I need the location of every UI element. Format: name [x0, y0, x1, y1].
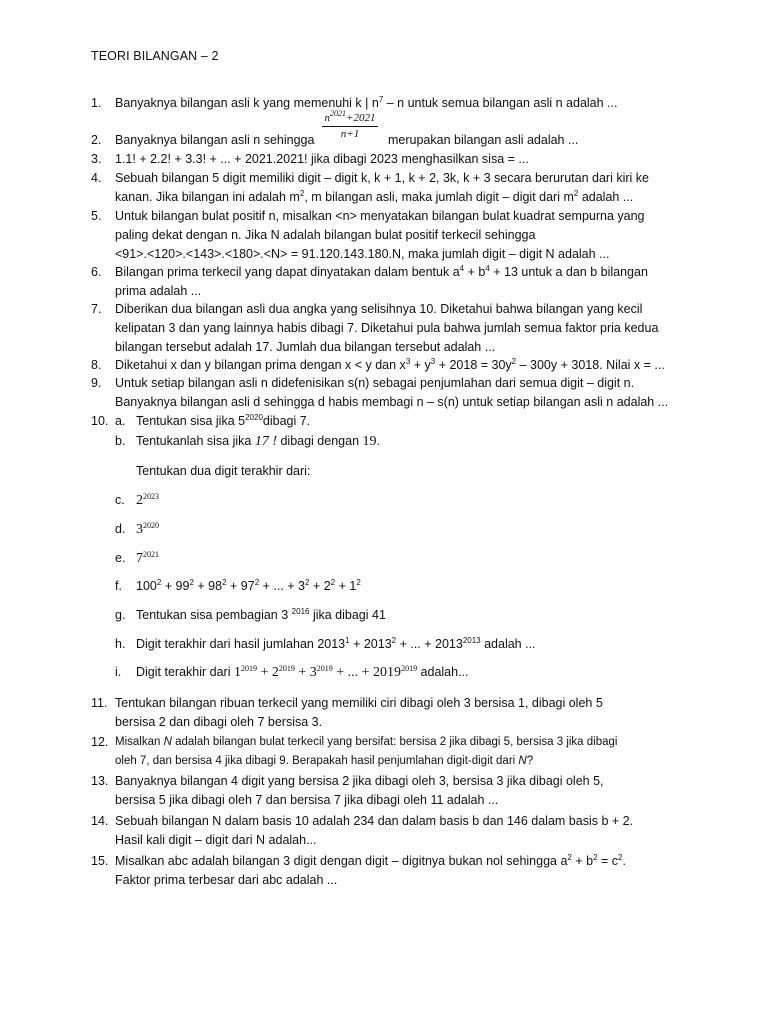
- sub-label: d.: [115, 522, 126, 536]
- problem-text: Banyaknya bilangan 4 digit yang bersisa 2 jika dibagi oleh 3, bersisa 3 jika dibagi oleh 5, bersisa 5 jika dibagi oleh 7 dan bersisa 7 jika dibagi oleh 11 adalah ...: [115, 774, 604, 807]
- problem-text: Diberikan dua bilangan asli dua angka yang selisihnya 10. Diketahui bahwa bilangan yang kecil kelipatan 3 dan yang lainnya habis dibagi 7. Diketahui pula bahwa jumlah semua faktor pria kedua bilangan tersebut adalah 17. Jumlah dua bilangan tersebut adalah ...: [115, 302, 659, 354]
- problem-text: Misalkan N adalah bilangan bulat terkecil yang bersifat: bersisa 2 jika dibagi 5, bersisa 3 jika dibagi oleh 7, dan bersisa 4 jika dibagi 9. Berapakah hasil penjumlahan digit-digit dari N?: [115, 736, 618, 767]
- problem-number: 6.: [91, 265, 102, 279]
- sub-label: c.: [115, 493, 125, 507]
- sub-text: Tentukan sisa jika $5^{2020}dibagi$ 7.: [136, 413, 311, 428]
- problem-number: 15.: [91, 854, 109, 868]
- sub-label: a.: [115, 414, 126, 428]
- problem-number: 7.: [91, 302, 102, 316]
- problem-text: 1.1! + 2.2! + 3.3! + ... + 2021.2021! jika dibagi 2023 menghasilkan sisa = ...: [115, 152, 529, 166]
- problem-number: 2.: [91, 133, 102, 147]
- sub-label: e.: [115, 551, 126, 565]
- problem-text-end: merupakan bilangan asli adalah ...: [388, 133, 579, 147]
- problem-number: 3.: [91, 152, 102, 166]
- sub-label: i.: [115, 665, 122, 679]
- sub-label: h.: [115, 637, 126, 651]
- problem-text: Sebuah bilangan 5 digit memiliki digit – digit k, k + 1, k + 2, 3k, k + 3 secara berurutan dari kiri ke kanan. Jika bilangan ini adalah $m^2$, m bilangan asli, maka jumlah digit – digit dari $m^2$ adalah ...: [115, 171, 649, 204]
- problem-text: Misalkan abc adalah bilangan 3 digit dengan digit – digitnya bukan nol sehingga $a^2 + b^2 = c^2$. Faktor prima terbesar dari abc adalah ...: [115, 853, 626, 887]
- problem-number: 11.: [91, 696, 108, 710]
- problem-number: 10.: [91, 414, 109, 428]
- problem-text: Sebuah bilangan N dalam basis 10 adalah 234 dan dalam basis b dan 146 dalam basis b + 2. Hasil kali digit – digit dari N adalah...: [115, 814, 634, 847]
- sub-text: Tentukan sisa pembagian 3 $^{2016}$ jika dibagi 41: [136, 607, 386, 622]
- sub-text: $7^{2021}$: [136, 550, 159, 566]
- sub-text: Tentukan dua digit terakhir dari:: [136, 464, 311, 478]
- problem-text: Bilangan prima terkecil yang dapat dinyatakan dalam bentuk $a^4 + b^4 + 13$ untuk a dan b bilangan prima adalah ...: [115, 264, 648, 298]
- sub-text: Digit terakhir dari $1^{2019} + 2^{2019} + 3^{2019}$ + ... + $2019^{2019}$ adalah...: [136, 664, 469, 680]
- fraction-numerator: $n^{2021}+2021$: [324, 109, 376, 124]
- problem-text: Diketahui x dan y bilangan prima dengan x < y dan $x^3 + y^3 + 2018 = 30y^2 - 300y + 3018$. Nilai x = ...: [115, 357, 665, 372]
- problem-text: Banyaknya bilangan asli k yang memenuhi k | $n^7$ – n untuk semua bilangan asli n adalah ...: [115, 95, 618, 110]
- sub-label: b.: [115, 434, 126, 448]
- sub-label: f.: [115, 579, 122, 593]
- problem-number: 8.: [91, 358, 102, 372]
- sub-text: $3^{2020}$: [136, 521, 159, 537]
- sub-text: Tentukanlah sisa jika 17 ! dibagi dengan 19.: [136, 434, 380, 449]
- problem-text: Untuk setiap bilangan asli n didefenisikan s(n) sebagai penjumlahan dari semua digit – digit n. Banyaknya bilangan asli d sehingga d habis membagi n – s(n) untuk setiap bilangan asli n adalah ...: [115, 376, 669, 409]
- problem-number: 9.: [91, 376, 102, 390]
- problem-number: 5.: [91, 209, 102, 223]
- problem-text-start: Banyaknya bilangan asli n sehingga: [115, 133, 315, 147]
- sub-label: g.: [115, 608, 126, 622]
- problem-number: 13.: [91, 774, 109, 788]
- problem-number: 1.: [91, 96, 102, 110]
- sub-text: $2^{2023}$: [136, 492, 159, 508]
- document-title: TEORI BILANGAN – 2: [91, 49, 219, 63]
- problem-text: Untuk bilangan bulat positif n, misalkan <n> menyatakan bilangan bulat kuadrat sempurna yang paling dekat dengan n. Jika N adalah bilangan bulat positif terkecil sehingga <91>.<120>.<143>.<180>.<N> = 91.120.143.180.N, maka jumlah digit – digit N adalah ...: [115, 209, 645, 261]
- fraction-denominator: n+1: [340, 128, 360, 140]
- problem-number: 14.: [91, 814, 109, 828]
- problem-text: Tentukan bilangan ribuan terkecil yang memiliki ciri dibagi oleh 3 bersisa 1, dibagi oleh 5 bersisa 2 dan dibagi oleh 7 bersisa 3.: [115, 696, 603, 729]
- problem-number: 12.: [91, 735, 109, 749]
- sub-text: Digit terakhir dari hasil jumlahan $2013^1 + 2013^2$ + ... + $2013^{2013}$ adalah ...: [136, 636, 536, 651]
- sub-text: $100^2 + 99^2 + 98^2 + 97^2$ + ... + $3^2 + 2^2 + 1^2$: [136, 578, 361, 593]
- problem-number: 4.: [91, 171, 102, 185]
